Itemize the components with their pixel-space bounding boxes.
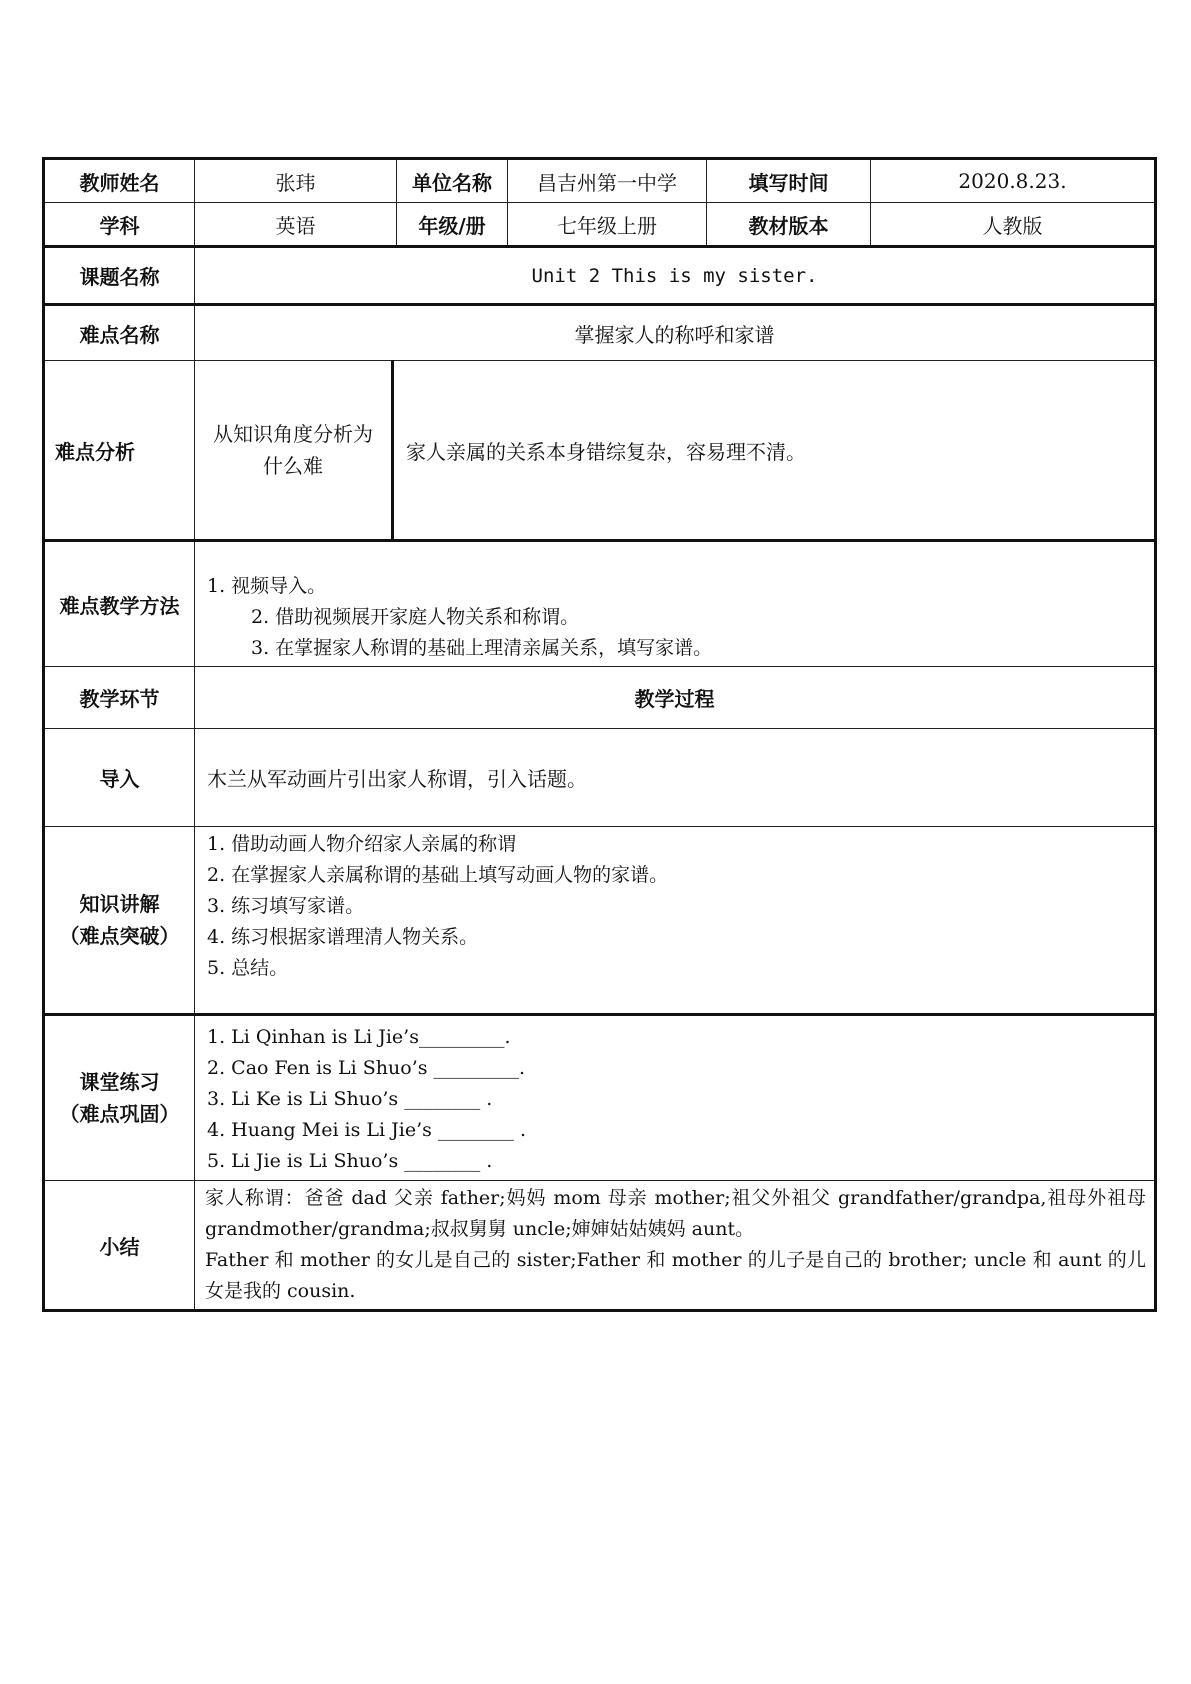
grade-label: 年级/册 <box>397 203 508 247</box>
teacher-label: 教师姓名 <box>44 159 195 203</box>
difficulty-label: 难点名称 <box>44 305 195 361</box>
edition-value: 人教版 <box>871 203 1156 247</box>
analysis-value: 家人亲属的关系本身错综复杂，容易理不清。 <box>393 361 1156 541</box>
method-row <box>44 541 1156 667</box>
method-label: 难点教学方法 <box>44 541 195 667</box>
summary-line: Father 和 mother 的女儿是自己的 sister;Father 和 mother 的儿子是自己的 brother; uncle 和 aunt 的儿女是我的 cousin. <box>205 1249 1146 1302</box>
date-value: 2020.8.23. <box>871 159 1156 203</box>
intro-row <box>44 729 1156 827</box>
analysis-label: 难点分析 <box>44 361 195 541</box>
summary-row <box>44 1181 1156 1311</box>
knowledge-label-cell <box>44 827 195 1015</box>
knowledge-item: 4. 练习根据家谱理清人物关系。 <box>207 926 479 948</box>
intro-value: 木兰从军动画片引出家人称谓，引入话题。 <box>195 729 1156 827</box>
knowledge-item: 2. 在掌握家人亲属称谓的基础上填写动画人物的家谱。 <box>207 864 669 886</box>
knowledge-item: 3. 练习填写家谱。 <box>207 895 365 917</box>
practice-label: 课堂练习 <box>79 1070 160 1094</box>
topic-row <box>44 247 1156 305</box>
header-row-1 <box>44 159 1156 203</box>
practice-row <box>44 1015 1156 1181</box>
knowledge-item: 1. 借助动画人物介绍家人亲属的称谓 <box>207 833 517 855</box>
practice-item: 2. Cao Fen is Li Shuo’s _________. <box>207 1057 526 1079</box>
difficulty-value: 掌握家人的称呼和家谱 <box>195 305 1156 361</box>
knowledge-label-sub: （难点突破） <box>59 924 180 948</box>
practice-label-sub: （难点巩固） <box>59 1102 180 1126</box>
summary-content <box>195 1181 1156 1311</box>
edition-label: 教材版本 <box>707 203 871 247</box>
knowledge-item: 5. 总结。 <box>207 957 289 979</box>
process-title: 教学过程 <box>195 667 1156 729</box>
method-item: 3. 在掌握家人称谓的基础上理清亲属关系，填写家谱。 <box>251 637 713 659</box>
practice-item: 3. Li Ke is Li Shuo’s ________ . <box>207 1088 493 1110</box>
summary-label: 小结 <box>44 1181 195 1311</box>
teacher-value: 张玮 <box>195 159 397 203</box>
intro-label: 导入 <box>44 729 195 827</box>
topic-label: 课题名称 <box>44 247 195 305</box>
topic-value: Unit 2 This is my sister. <box>195 247 1156 305</box>
subject-value: 英语 <box>195 203 397 247</box>
grade-value: 七年级上册 <box>508 203 707 247</box>
knowledge-row <box>44 827 1156 1015</box>
practice-item: 1. Li Qinhan is Li Jie’s_________. <box>207 1026 511 1048</box>
method-item: 1. 视频导入。 <box>207 575 327 597</box>
summary-line: 家人称谓：爸爸 dad 父亲 father;妈妈 mom 母亲 mother;祖父外祖父 grandfather/grandpa,祖母外祖母 grandmother/grandma;叔叔舅舅 uncle;婶婶姑姑姨妈 aunt。 <box>205 1187 1146 1240</box>
analysis-sub-label: 从知识角度分析为什么难 <box>195 361 393 541</box>
knowledge-list <box>195 827 1156 1015</box>
analysis-row <box>44 361 1156 541</box>
date-label: 填写时间 <box>707 159 871 203</box>
practice-label-cell <box>44 1015 195 1181</box>
practice-item: 5. Li Jie is Li Shuo’s ________ . <box>207 1150 493 1172</box>
lesson-plan-table <box>42 157 1157 1312</box>
method-list <box>195 541 1156 667</box>
practice-list <box>195 1015 1156 1181</box>
process-stage-label: 教学环节 <box>44 667 195 729</box>
practice-item: 4. Huang Mei is Li Jie’s ________ . <box>207 1119 527 1141</box>
unit-label: 单位名称 <box>397 159 508 203</box>
process-header-row <box>44 667 1156 729</box>
difficulty-row <box>44 305 1156 361</box>
lesson-plan-sheet <box>42 157 1154 1312</box>
subject-label: 学科 <box>44 203 195 247</box>
knowledge-label: 知识讲解 <box>79 892 160 916</box>
header-row-2 <box>44 203 1156 247</box>
unit-value: 昌吉州第一中学 <box>508 159 707 203</box>
method-item: 2. 借助视频展开家庭人物关系和称谓。 <box>251 606 580 628</box>
